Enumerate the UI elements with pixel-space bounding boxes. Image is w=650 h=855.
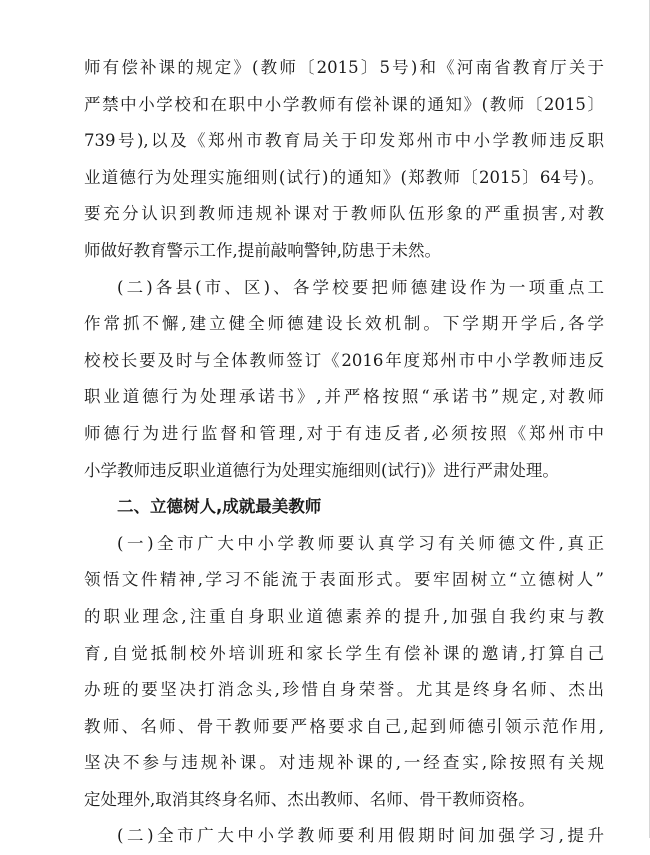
text-line: 育,自觉抵制校外培训班和家长学生有偿补课的邀请,打算自己 (84, 643, 604, 663)
paragraph-group-1 (84, 50, 604, 489)
text-line: 定处理外,取消其终身名师、杰出教师、名师、骨干教师资格。 (84, 789, 535, 809)
text-line: (二)全市广大中小学教师要利用假期时间加强学习,提升 (117, 826, 604, 846)
document-body (84, 50, 604, 855)
paragraph-group-2 (84, 526, 604, 855)
text-line: 职业道德行为处理承诺书》,并严格按照“承诺书”规定,对教师 (84, 387, 604, 407)
text-line: 领悟文件精神,学习不能流于表面形式。要牢固树立“立德树人” (84, 570, 604, 590)
text-line: (一)全市广大中小学教师要认真学习有关师德文件,真正 (117, 533, 604, 553)
text-line: 校校长要及时与全体教师签订《2016年度郑州市中小学教师违反 (84, 350, 604, 370)
text-line: 办班的要坚决打消念头,珍惜自身荣誉。尤其是终身名师、杰出 (84, 680, 604, 700)
text-line: 师有偿补课的规定》(教师〔2015〕5号)和《河南省教育厅关于 (84, 58, 604, 77)
section-heading: 二、立德树人,成就最美教师 (117, 497, 322, 517)
text-line: 教师、名师、骨干教师要严格要求自己,起到师德引领示范作用, (84, 716, 604, 736)
text-line: 师做好教育警示工作,提前敲响警钟,防患于未然。 (84, 240, 441, 260)
text-line: 的职业理念,注重自身职业道德素养的提升,加强自我约束与教 (84, 606, 604, 626)
text-line: 要充分认识到教师违规补课对于教师队伍形象的严重损害,对教 (84, 204, 604, 224)
text-line: 业道德行为处理实施细则(试行)的通知》(郑教师〔2015〕64号)。 (84, 167, 604, 187)
text-line: 小学教师违反职业道德行为处理实施细则(试行)》进行严肃处理。 (84, 460, 559, 480)
text-line: 严禁中小学校和在职中小学教师有偿补课的通知》(教师〔2015〕 (84, 94, 604, 114)
text-line: 坚决不参与违规补课。对违规补课的,一经查实,除按照有关规 (84, 753, 604, 773)
text-line: 739号),以及《郑州市教育局关于印发郑州市中小学教师违反职 (84, 131, 604, 151)
text-line: (二)各县(市、区)、各学校要把师德建设作为一项重点工 (117, 277, 604, 297)
text-line: 师德行为进行监督和管理,对于有违反者,必须按照《郑州市中 (84, 423, 604, 443)
text-line: 作常抓不懈,建立健全师德建设长效机制。下学期开学后,各学 (84, 314, 604, 334)
